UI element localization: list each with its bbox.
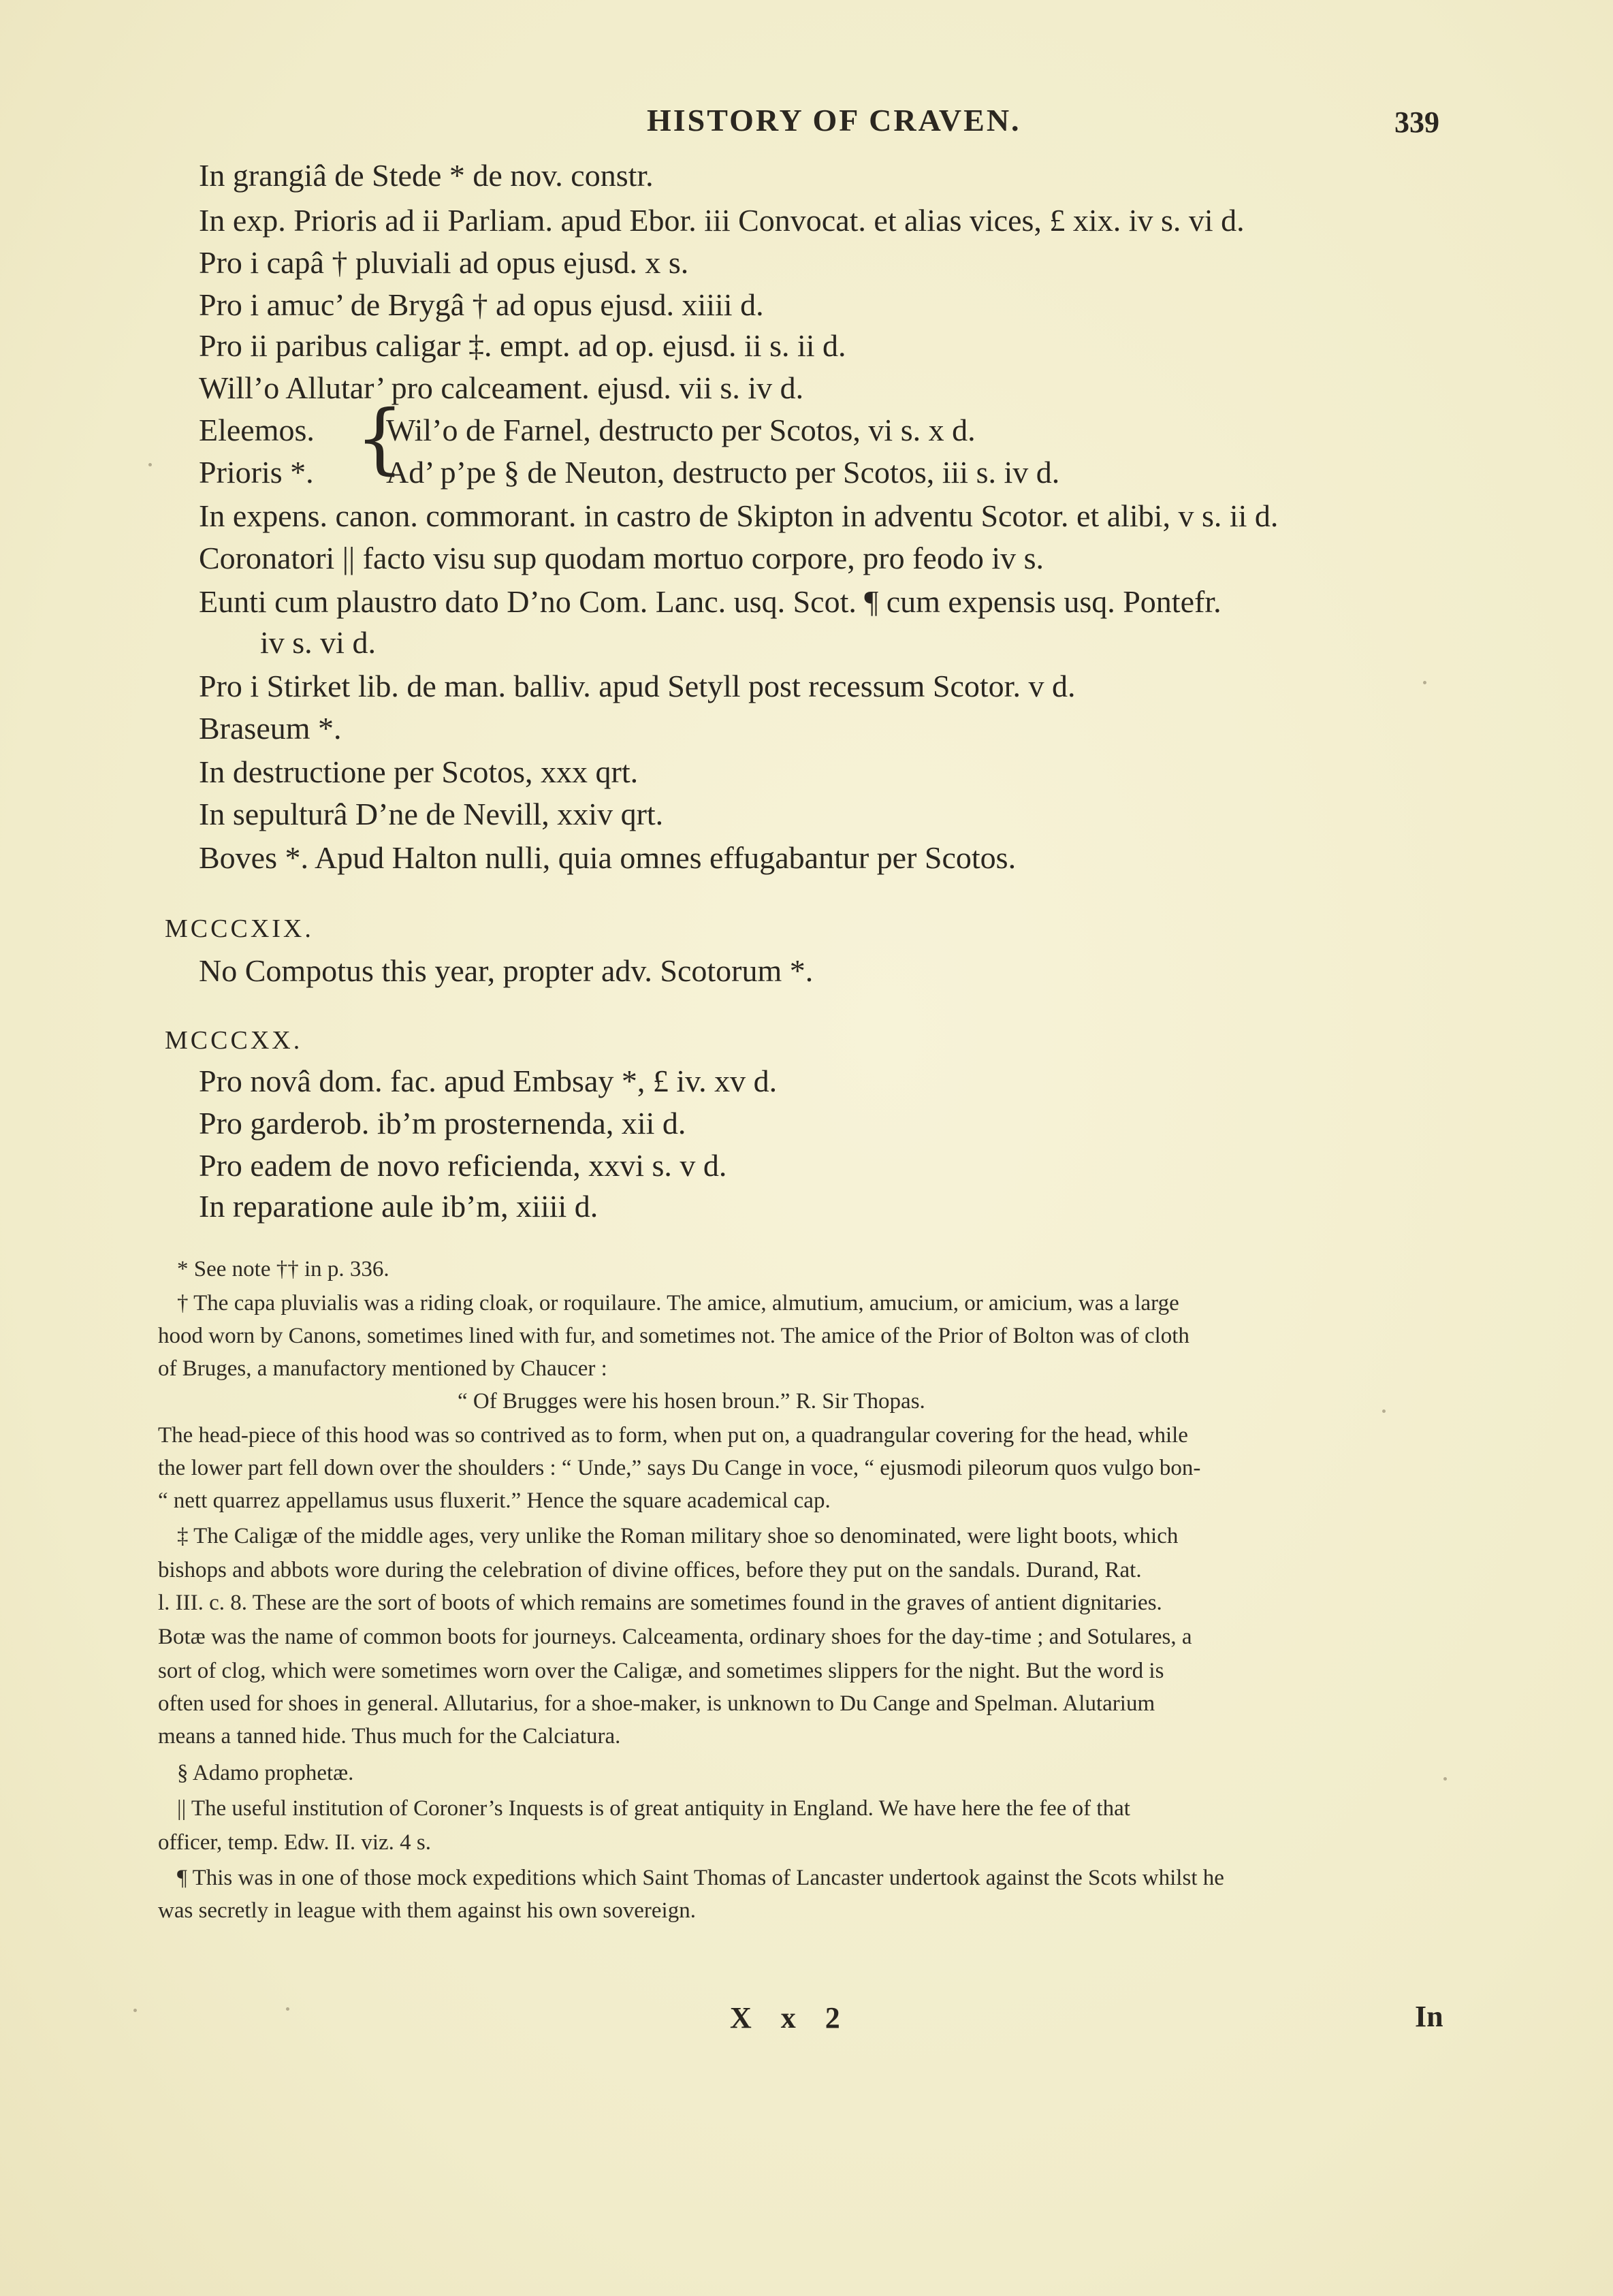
- entry-line: Eunti cum plaustro dato D’no Com. Lanc. usq. Scot. ¶ cum expensis usq. Pontefr.: [199, 584, 1221, 619]
- entry-label: Prioris *.: [199, 455, 314, 490]
- year-heading: MCCCXIX.: [165, 914, 314, 943]
- entry-line: iv s. vi d.: [260, 625, 376, 660]
- entry-line: Pro i capâ † pluviali ad opus ejusd. x s.: [199, 245, 689, 280]
- entry-line: Pro i Stirket lib. de man. balliv. apud Setyll post recessum Scotor. v d.: [199, 669, 1076, 703]
- catchword: In: [1415, 2000, 1443, 2033]
- footnote: * See note †† in p. 336.: [177, 1257, 389, 1281]
- entry-label: Eleemos.: [199, 413, 315, 447]
- entry-line: Boves *. Apud Halton nulli, quia omnes effugabantur per Scotos.: [199, 840, 1017, 875]
- footnote: the lower part fell down over the shoulders : “ Unde,” says Du Cange in voce, “ ejusmodi pileorum quos vulgo bon-: [158, 1456, 1201, 1480]
- entry-line: In grangiâ de Stede * de nov. constr.: [199, 158, 654, 193]
- paper-speck: [1423, 681, 1426, 684]
- paper-speck: [286, 2007, 289, 2011]
- year-heading: MCCCXX.: [165, 1026, 303, 1055]
- brace: {: [355, 394, 404, 483]
- footnote: || The useful institution of Coroner’s Inquests is of great antiquity in England. We have here the fee of that: [177, 1796, 1130, 1821]
- entry-line: In destructione per Scotos, xxx qrt.: [199, 754, 639, 789]
- running-title: HISTORY OF CRAVEN.: [647, 103, 1021, 138]
- footnote: officer, temp. Edw. II. viz. 4 s.: [158, 1830, 431, 1855]
- paper-speck: [1443, 1777, 1447, 1781]
- footnote: “ Of Brugges were his hosen broun.” R. Sir Thopas.: [458, 1389, 925, 1414]
- footnote: often used for shoes in general. Allutarius, for a shoe-maker, is unknown to Du Cange and Spelman. Alutarium: [158, 1691, 1155, 1716]
- footnote: bishops and abbots wore during the celebration of divine offices, before they put on the sandals. Durand, Rat.: [158, 1558, 1142, 1582]
- entry-line: Pro ii paribus caligar ‡. empt. ad op. ejusd. ii s. ii d.: [199, 328, 846, 363]
- entry-line: Pro garderob. ib’m prosternenda, xii d.: [199, 1106, 686, 1141]
- paper-speck: [148, 463, 152, 466]
- entry-line: Coronatori || facto visu sup quodam mortuo corpore, pro feodo iv s.: [199, 541, 1044, 575]
- entry-line: Will’o Allutar’ pro calceament. ejusd. vii s. iv d.: [199, 370, 804, 405]
- paper-speck: [1382, 1409, 1386, 1413]
- entry-line: In exp. Prioris ad ii Parliam. apud Ebor. iii Convocat. et alias vices, £ xix. iv s. vi d.: [199, 203, 1245, 238]
- footnote: “ nett quarrez appellamus usus fluxerit.” Hence the square academical cap.: [158, 1488, 831, 1513]
- footnote: § Adamo prophetæ.: [177, 1761, 354, 1785]
- footnote: ‡ The Caligæ of the middle ages, very unlike the Roman military shoe so denominated, were light boots, which: [177, 1524, 1179, 1548]
- page-number: 339: [1394, 106, 1439, 139]
- entry-line: In reparatione aule ib’m, xiiii d.: [199, 1189, 598, 1224]
- entry-line: In expens. canon. commorant. in castro de Skipton in adventu Scotor. et alibi, v s. ii d.: [199, 498, 1279, 533]
- entry-line: No Compotus this year, propter adv. Scotorum *.: [199, 953, 814, 988]
- footnote: was secretly in league with them against his own sovereign.: [158, 1898, 696, 1923]
- entry-line: Braseum *.: [199, 711, 342, 746]
- entry-line: Pro novâ dom. fac. apud Embsay *, £ iv. xv d.: [199, 1064, 778, 1098]
- entry-line: Pro eadem de novo reficienda, xxvi s. v d.: [199, 1148, 727, 1183]
- footnote: l. III. c. 8. These are the sort of boots of which remains are sometimes found in the graves of antient dignitaries.: [158, 1591, 1162, 1615]
- running-head: [0, 95, 1613, 143]
- entry-line: Pro i amuc’ de Brygâ † ad opus ejusd. xiiii d.: [199, 287, 764, 322]
- footnote: means a tanned hide. Thus much for the Calciatura.: [158, 1724, 621, 1749]
- footnote: hood worn by Canons, sometimes lined with fur, and sometimes not. The amice of the Prior of Bolton was of cloth: [158, 1324, 1189, 1348]
- entry-line: In sepulturâ D’ne de Nevill, xxiv qrt.: [199, 797, 664, 831]
- footnote: The head-piece of this hood was so contrived as to form, when put on, a quadrangular covering for the head, while: [158, 1423, 1188, 1448]
- signature-mark: X x 2: [730, 2001, 851, 2035]
- entry-line: Ad’ p’pe § de Neuton, destructo per Scotos, iii s. iv d.: [386, 455, 1060, 490]
- footnote: † The capa pluvialis was a riding cloak, or roquilaure. The amice, almutium, amucium, or amicium, was a large: [177, 1291, 1179, 1316]
- footnote: of Bruges, a manufactory mentioned by Chaucer :: [158, 1356, 607, 1381]
- footnote: sort of clog, which were sometimes worn over the Caligæ, and sometimes slippers for the night. But the word is: [158, 1659, 1164, 1683]
- footnote: ¶ This was in one of those mock expeditions which Saint Thomas of Lancaster undertook against the Scots whilst he: [177, 1866, 1224, 1890]
- entry-line: Wil’o de Farnel, destructo per Scotos, vi s. x d.: [386, 413, 976, 447]
- footnote: Botæ was the name of common boots for journeys. Calceamenta, ordinary shoes for the day-time ; and Sotulares, a: [158, 1625, 1192, 1649]
- paper-speck: [133, 2009, 137, 2012]
